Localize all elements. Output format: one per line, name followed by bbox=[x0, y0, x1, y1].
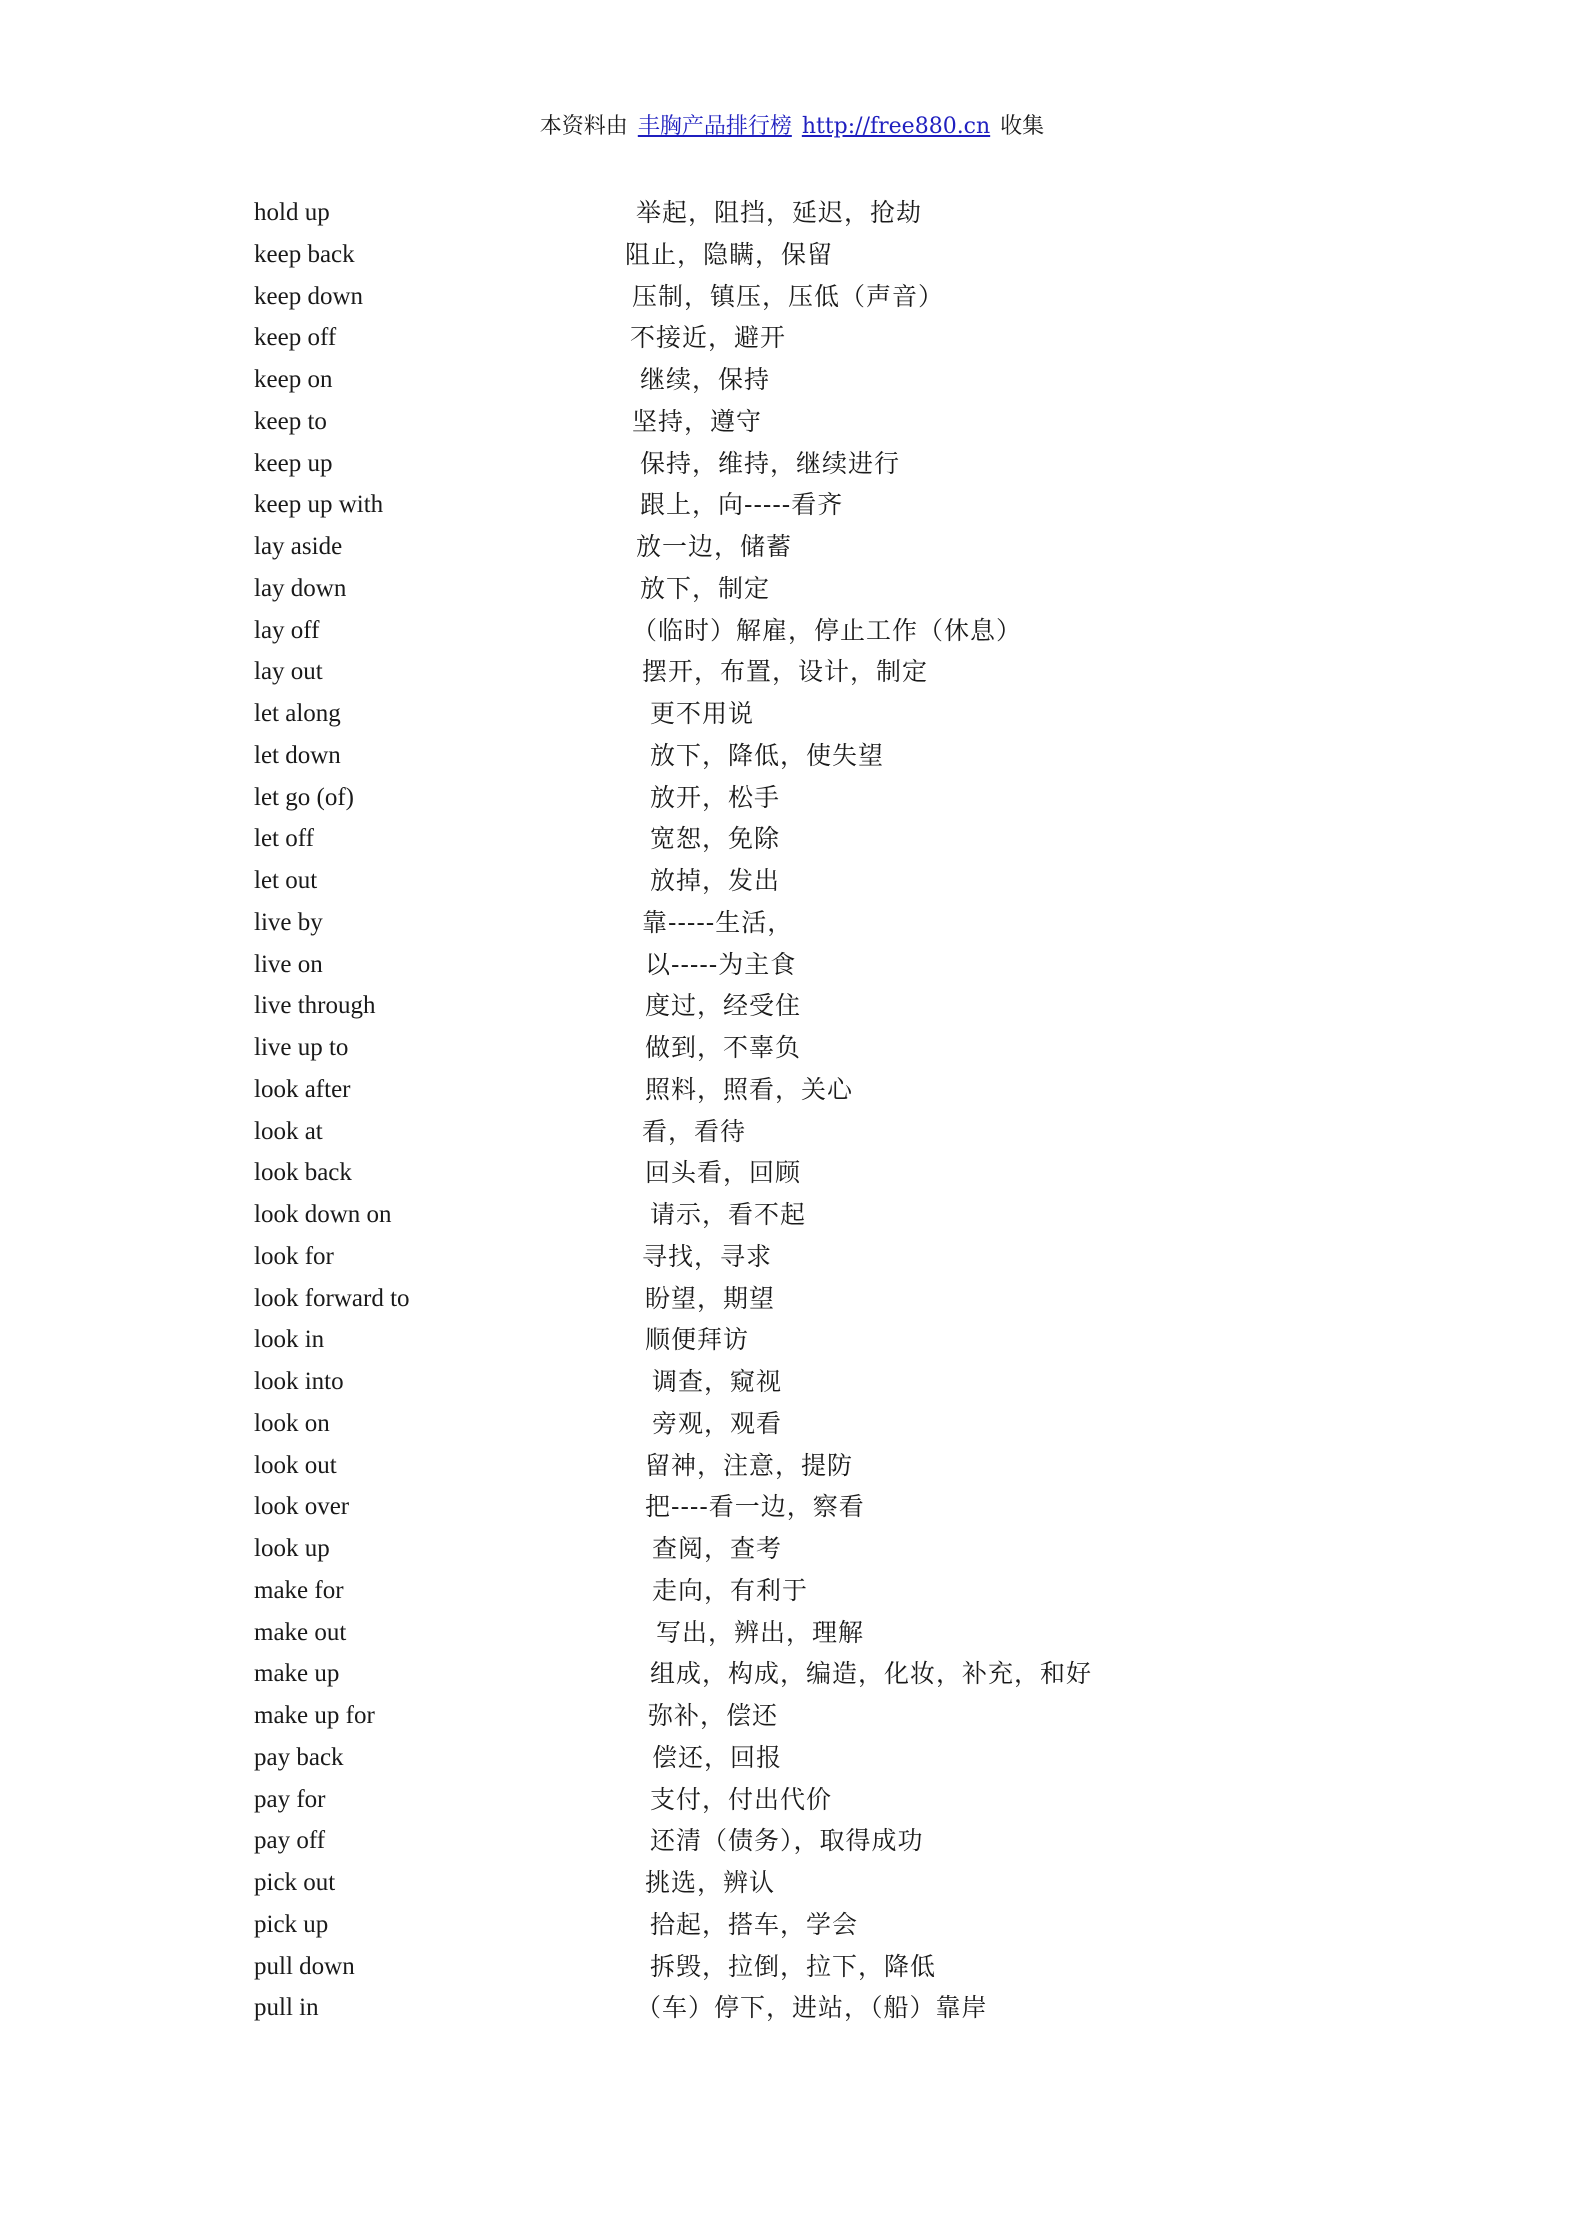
phrase-definition: 举起，阻挡，延迟，抢劫 bbox=[636, 198, 923, 227]
phrase-definition: 坚持，遵守 bbox=[632, 406, 763, 436]
phrase-row bbox=[0, 1866, 1584, 1908]
phrase-term: lay out bbox=[254, 658, 323, 686]
phrase-definition: 留神，注意，提防 bbox=[645, 1450, 854, 1480]
phrase-row bbox=[0, 321, 1584, 363]
phrase-definition: 摆开，布置，设计，制定 bbox=[642, 657, 929, 687]
phrase-term: live through bbox=[254, 992, 376, 1020]
header-link-site-name[interactable]: 丰胸产品排行榜 bbox=[637, 114, 792, 139]
phrase-term: live by bbox=[254, 908, 323, 936]
phrase-definition: （车）停下，进站，（船）靠岸 bbox=[636, 1993, 988, 2023]
phrase-definition: 调查，窥视 bbox=[652, 1367, 783, 1396]
phrase-definition: 放下，降低，使失望 bbox=[650, 740, 885, 770]
phrase-term: pay back bbox=[254, 1743, 344, 1771]
phrase-term: pick out bbox=[254, 1869, 336, 1896]
phrase-row bbox=[0, 447, 1584, 489]
phrase-row bbox=[0, 989, 1584, 1031]
phrase-row bbox=[0, 572, 1584, 614]
phrase-definition: 更不用说 bbox=[650, 699, 755, 728]
phrase-row bbox=[0, 1908, 1584, 1950]
phrase-definition: 靠-----生活， bbox=[642, 907, 794, 937]
phrase-definition: 盼望，期望 bbox=[645, 1283, 776, 1313]
phrase-definition: 拆毁，拉倒，拉下，降低 bbox=[650, 1951, 937, 1981]
phrase-term: pick up bbox=[254, 1910, 329, 1938]
phrase-definition: 写出，辨出，理解 bbox=[656, 1617, 865, 1647]
phrase-term: let go (of) bbox=[254, 783, 354, 811]
phrase-row bbox=[0, 1783, 1584, 1825]
phrase-row bbox=[0, 906, 1584, 948]
phrase-definition: 把----看一边，察看 bbox=[645, 1492, 865, 1522]
phrase-row bbox=[0, 781, 1584, 823]
phrase-row bbox=[0, 1323, 1584, 1365]
phrase-row bbox=[0, 1490, 1584, 1532]
phrase-row bbox=[0, 948, 1584, 990]
phrase-term: look over bbox=[254, 1493, 350, 1521]
phrase-term: look out bbox=[254, 1451, 337, 1479]
phrase-definition: 保持，维持，继续进行 bbox=[640, 448, 901, 478]
phrase-definition: 跟上，向-----看齐 bbox=[640, 490, 844, 520]
phrase-row bbox=[0, 1741, 1584, 1783]
phrase-term: keep to bbox=[254, 407, 327, 435]
header-suffix: 收集 bbox=[1000, 114, 1045, 139]
phrase-definition: 回头看，回顾 bbox=[645, 1158, 802, 1188]
phrase-definition: 放开，松手 bbox=[650, 782, 781, 812]
phrase-definition: 宽恕，免除 bbox=[650, 824, 781, 854]
phrase-term: let along bbox=[254, 700, 341, 727]
phrase-term: look into bbox=[254, 1368, 344, 1395]
phrase-term: look after bbox=[254, 1075, 351, 1103]
phrase-definition: 拾起，搭车，学会 bbox=[650, 1909, 859, 1939]
phrase-term: pull in bbox=[254, 1994, 319, 2022]
phrase-row bbox=[0, 530, 1584, 572]
phrase-term: make for bbox=[254, 1576, 344, 1604]
phrase-row bbox=[0, 1031, 1584, 1073]
phrase-definition: 度过，经受住 bbox=[645, 991, 802, 1021]
phrase-term: look at bbox=[254, 1117, 323, 1145]
phrase-term: keep off bbox=[254, 324, 337, 352]
phrase-definition: 顺便拜访 bbox=[645, 1325, 750, 1355]
phrase-definition: 放下，制定 bbox=[640, 573, 771, 603]
phrase-term: let down bbox=[254, 741, 341, 769]
phrase-definition: 做到，不辜负 bbox=[645, 1033, 802, 1062]
phrase-term: look for bbox=[254, 1242, 334, 1270]
header-prefix: 本资料由 bbox=[539, 114, 628, 139]
phrase-term: make up bbox=[254, 1660, 340, 1688]
phrase-row bbox=[0, 655, 1584, 697]
phrase-row bbox=[0, 1407, 1584, 1449]
phrase-term: lay down bbox=[254, 574, 347, 602]
phrase-row bbox=[0, 697, 1584, 739]
phrase-row bbox=[0, 280, 1584, 322]
phrase-definition: （临时）解雇，停止工作（休息） bbox=[632, 615, 1023, 645]
phrase-row bbox=[0, 1991, 1584, 2033]
phrase-row bbox=[0, 1282, 1584, 1324]
phrase-term: make up for bbox=[254, 1702, 375, 1729]
phrase-term: pay off bbox=[254, 1827, 326, 1855]
phrase-term: look up bbox=[254, 1535, 330, 1562]
phrase-row bbox=[0, 1365, 1584, 1407]
phrase-row bbox=[0, 1240, 1584, 1282]
phrase-row bbox=[0, 1532, 1584, 1574]
phrase-definition: 弥补，偿还 bbox=[648, 1701, 779, 1730]
phrase-row bbox=[0, 488, 1584, 530]
phrase-term: look back bbox=[254, 1159, 352, 1187]
phrase-definition: 旁观，观看 bbox=[652, 1408, 783, 1438]
phrase-term: lay aside bbox=[254, 533, 343, 560]
phrase-definition: 以-----为主食 bbox=[645, 949, 797, 979]
phrase-definition: 查阅，查考 bbox=[652, 1534, 783, 1563]
phrase-definition: 放一边，储蓄 bbox=[636, 532, 793, 561]
page-header bbox=[0, 112, 1584, 142]
phrase-row bbox=[0, 1073, 1584, 1115]
phrase-term: look forward to bbox=[254, 1284, 410, 1312]
phrase-term: live up to bbox=[254, 1034, 349, 1061]
phrase-term: keep on bbox=[254, 366, 333, 393]
phrase-row bbox=[0, 1657, 1584, 1699]
phrase-row bbox=[0, 196, 1584, 238]
phrase-term: lay off bbox=[254, 616, 320, 644]
phrase-definition: 阻止，隐瞒，保留 bbox=[625, 239, 834, 269]
phrase-definition: 看，看待 bbox=[642, 1116, 747, 1146]
phrase-row bbox=[0, 864, 1584, 906]
phrase-row bbox=[0, 238, 1584, 280]
phrase-term: keep back bbox=[254, 240, 355, 268]
phrase-definition: 不接近，避开 bbox=[630, 323, 787, 353]
phrase-definition: 组成，构成，编造，化妆，补充，和好 bbox=[650, 1659, 1093, 1689]
phrase-list bbox=[0, 196, 1584, 2033]
phrase-definition: 走向，有利于 bbox=[652, 1575, 809, 1605]
phrase-term: keep down bbox=[254, 282, 363, 310]
phrase-term: let out bbox=[254, 867, 318, 894]
phrase-row bbox=[0, 1574, 1584, 1616]
phrase-row bbox=[0, 822, 1584, 864]
phrase-row bbox=[0, 1449, 1584, 1491]
phrase-definition: 继续，保持 bbox=[640, 365, 771, 394]
phrase-row bbox=[0, 1824, 1584, 1866]
phrase-definition: 放掉，发出 bbox=[650, 866, 781, 895]
phrase-term: make out bbox=[254, 1618, 347, 1646]
phrase-term: hold up bbox=[254, 199, 330, 226]
phrase-term: look on bbox=[254, 1409, 330, 1437]
phrase-term: keep up with bbox=[254, 491, 384, 519]
phrase-row bbox=[0, 1115, 1584, 1157]
phrase-row bbox=[0, 1699, 1584, 1741]
phrase-term: look down on bbox=[254, 1201, 392, 1228]
phrase-definition: 请示，看不起 bbox=[650, 1200, 807, 1229]
phrase-row bbox=[0, 1156, 1584, 1198]
phrase-row bbox=[0, 614, 1584, 656]
phrase-term: pull down bbox=[254, 1952, 355, 1980]
header-link-url[interactable]: http://free880.cn bbox=[801, 114, 991, 139]
phrase-definition: 偿还，回报 bbox=[652, 1742, 783, 1772]
phrase-definition: 还清（债务），取得成功 bbox=[650, 1826, 924, 1856]
phrase-definition: 照料，照看，关心 bbox=[645, 1074, 854, 1104]
phrase-row bbox=[0, 405, 1584, 447]
phrase-row bbox=[0, 1616, 1584, 1658]
phrase-row bbox=[0, 739, 1584, 781]
phrase-term: let off bbox=[254, 825, 314, 853]
phrase-row bbox=[0, 1950, 1584, 1992]
phrase-definition: 挑选，辨认 bbox=[645, 1868, 776, 1897]
phrase-definition: 寻找，寻求 bbox=[642, 1241, 773, 1271]
phrase-row bbox=[0, 363, 1584, 405]
phrase-term: look in bbox=[254, 1326, 325, 1354]
phrase-definition: 压制，镇压，压低（声音） bbox=[632, 281, 945, 311]
phrase-term: pay for bbox=[254, 1785, 326, 1813]
phrase-term: keep up bbox=[254, 449, 333, 477]
phrase-term: live on bbox=[254, 950, 323, 978]
phrase-definition: 支付，付出代价 bbox=[650, 1784, 833, 1814]
phrase-row bbox=[0, 1198, 1584, 1240]
